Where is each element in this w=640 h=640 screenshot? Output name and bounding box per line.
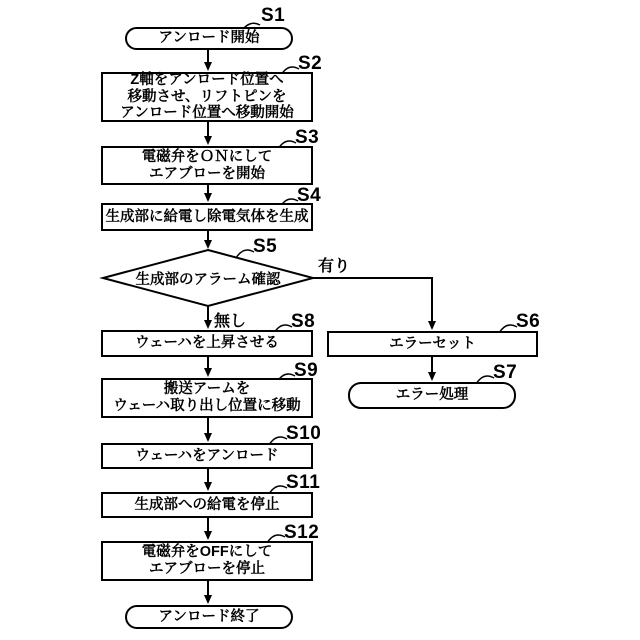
flow-node-s4: 生成部に給電し除電気体を生成 xyxy=(101,203,313,231)
step-label-s11: S11 xyxy=(286,472,321,493)
step-label-s12: S12 xyxy=(284,522,320,543)
arrowhead-s7 xyxy=(428,372,436,381)
step-label-s8: S8 xyxy=(291,311,316,332)
flow-node-s2: Z軸をアンロード位置へ 移動させ、リフトピンを アンロード位置へ移動開始 xyxy=(101,72,313,122)
arrowhead-s9 xyxy=(204,368,212,377)
flow-node-s3: 電磁弁をＯＮにして エアブローを開始 xyxy=(101,146,313,185)
step-label-s6: S6 xyxy=(516,311,541,332)
flow-node-s8: ウェーハを上昇させる xyxy=(101,330,313,357)
arrowhead-s11 xyxy=(204,482,212,491)
step-label-s10: S10 xyxy=(286,423,322,444)
step-label-s2: S2 xyxy=(298,53,323,74)
arrowhead-s12 xyxy=(204,531,212,540)
arrowhead-s3 xyxy=(204,136,212,145)
flow-node-s9: 搬送アームを ウェーハ取り出し位置に移動 xyxy=(101,378,313,418)
flow-node-s10: ウェーハをアンロード xyxy=(101,443,313,469)
step-label-s7: S7 xyxy=(493,362,518,383)
step-label-s1: S1 xyxy=(261,5,286,26)
flow-node-s6: エラーセット xyxy=(327,331,538,357)
step-label-s3: S3 xyxy=(295,127,320,148)
arrowhead-end xyxy=(204,595,212,604)
flow-node-s12: 電磁弁をOFFにして エアブローを停止 xyxy=(101,541,313,581)
step-label-s9: S9 xyxy=(294,360,319,381)
arrow-s5-s6-elbow xyxy=(313,278,432,322)
flow-node-s5-decision-label: 生成部のアラーム確認 xyxy=(135,271,281,288)
flow-node-s7: エラー処理 xyxy=(348,382,516,409)
flow-node-start: アンロード開始 xyxy=(125,27,293,50)
arrowhead-s6 xyxy=(428,321,436,330)
arrowhead-s2 xyxy=(204,62,212,71)
flow-node-end: アンロード終了 xyxy=(125,605,293,629)
arrowhead-s4 xyxy=(204,193,212,202)
branch-label-yes: 有り xyxy=(318,258,351,275)
step-label-s4: S4 xyxy=(297,185,322,206)
flow-node-s11: 生成部への給電を停止 xyxy=(101,492,313,518)
leader-squiggle-s5 xyxy=(236,250,254,258)
arrowhead-s8 xyxy=(204,320,212,329)
arrowhead-s5 xyxy=(204,240,212,249)
arrowhead-s10 xyxy=(204,433,212,442)
step-label-s5: S5 xyxy=(253,236,278,257)
branch-label-no: 無し xyxy=(214,313,247,330)
